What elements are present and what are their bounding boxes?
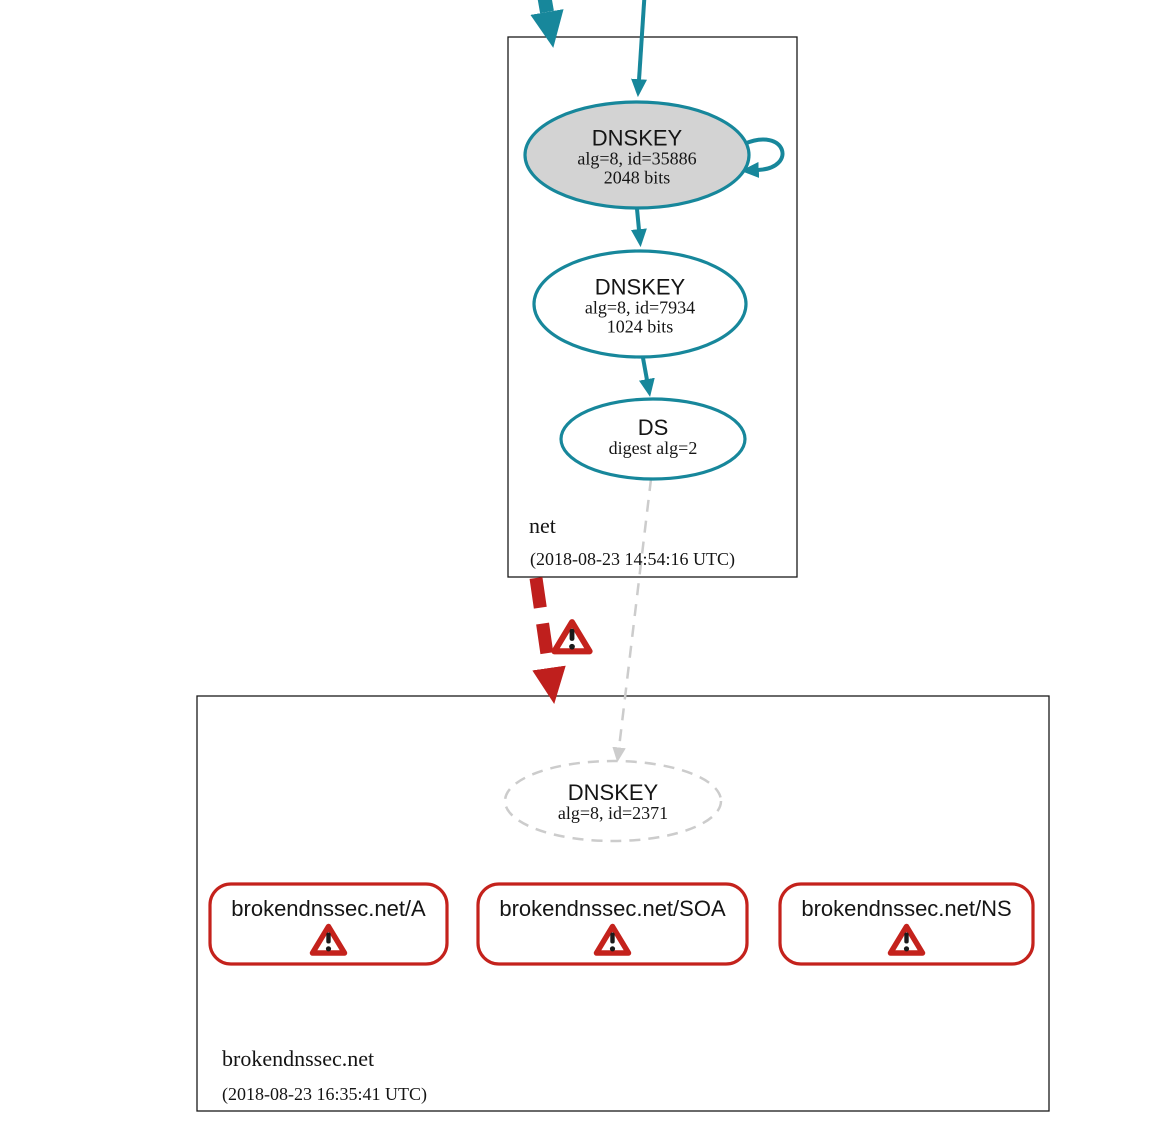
brokendnssec-zone-label: brokendnssec.net (222, 1046, 375, 1071)
broken-dnskey-attrs: alg=8, id=2371 (557, 803, 669, 823)
rrset-soa-label: brokendnssec.net/SOA (499, 896, 726, 921)
brokendnssec-zone-timestamp: (2018-08-23 16:35:41 UTC) (222, 1084, 427, 1104)
bogus-delegation-edge (536, 578, 549, 668)
net-ksk-title: DNSKEY (591, 125, 683, 151)
net-ksk-label (577, 127, 696, 188)
net-ksk-attrs: alg=8, id=35886 (577, 148, 697, 169)
net-zsk-attrs: alg=8, id=7934 (584, 297, 696, 318)
net-zsk-title: DNSKEY (594, 274, 686, 300)
net-ksk-bits: 2048 bits (603, 167, 671, 188)
net-zsk-bits: 1024 bits (606, 316, 674, 337)
net-zsk-label (585, 276, 695, 337)
broken-dnskey-title: DNSKEY (567, 780, 659, 805)
incoming-ds-edge (540, 0, 547, 12)
warning-icon (554, 622, 589, 651)
rrset-ns-label: brokendnssec.net/NS (801, 896, 1012, 921)
net-zone-label: net (529, 513, 556, 538)
broken-dnskey-label (558, 781, 668, 823)
net-ds-label (609, 416, 698, 458)
ksk-to-zsk-edge (637, 209, 639, 230)
net-ds-title: DS (637, 415, 669, 440)
net-ds-attrs: digest alg=2 (608, 438, 698, 458)
rrset-a-label: brokendnssec.net/A (231, 896, 426, 921)
net-zone-timestamp: (2018-08-23 14:54:16 UTC) (530, 549, 735, 569)
